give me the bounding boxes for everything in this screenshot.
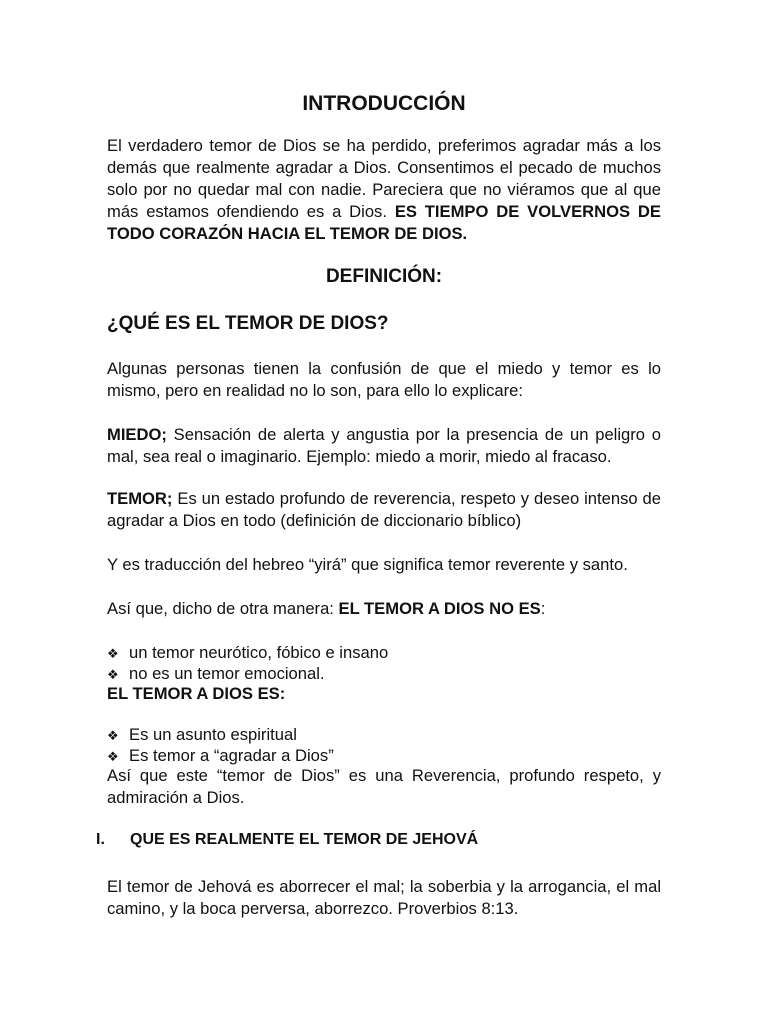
list-item xyxy=(107,725,661,746)
miedo-text: Sensación de alerta y angustia por la presencia de un peligro o mal, sea real o imaginario. Ejemplo: miedo a morir, miedo al fracaso. xyxy=(107,425,661,466)
intro-bold-text: ES TIEMPO DE VOLVERNOS DE TODO CORAZÓN HACIA EL TEMOR DE DIOS. xyxy=(107,202,661,243)
question-heading: ¿QUÉ ES EL TEMOR DE DIOS? xyxy=(107,313,389,334)
intro-text: El verdadero temor de Dios se ha perdido, preferimos agradar más a los demás que realmente agradar a Dios. Consentimos el pecado de muchos solo por no quedar mal con nadie. Pareciera que no viéramos que al que más estamos ofendiendo es a Dios. xyxy=(107,136,661,221)
intro-paragraph xyxy=(107,135,661,245)
list-item-text: Es temor a “agradar a Dios” xyxy=(129,746,334,765)
final-paragraph: Así que este “temor de Dios” es una Reverencia, profundo respeto, y admiración a Dios. xyxy=(107,766,661,807)
list-item-text: Es un asunto espiritual xyxy=(129,725,297,744)
intro-heading: INTRODUCCIÓN xyxy=(302,92,466,115)
diamond-bullet-icon: ❖ xyxy=(107,749,119,764)
asi-que-colon: : xyxy=(540,599,546,618)
miedo-paragraph xyxy=(107,424,661,468)
list-item xyxy=(107,643,661,664)
list-item xyxy=(107,746,661,767)
definition-heading: DEFINICIÓN: xyxy=(325,266,443,287)
es-list xyxy=(107,725,661,767)
diamond-bullet-icon: ❖ xyxy=(107,728,119,743)
asi-que-text: Así que, dicho de otra manera: xyxy=(107,599,339,618)
section-heading xyxy=(96,831,478,849)
confusion-paragraph: Algunas personas tienen la confusión de que el miedo y temor es lo mismo, pero en realidad no lo son, para ello lo explicare: xyxy=(107,359,661,400)
yira-paragraph: Y es traducción del hebreo “yirá” que significa temor reverente y santo. xyxy=(107,555,628,574)
section-number: I. xyxy=(96,831,105,848)
asi-que-paragraph xyxy=(107,598,661,620)
temor-label: TEMOR; xyxy=(107,489,173,508)
temor-text: Es un estado profundo de reverencia, respeto y deseo intenso de agradar a Dios en todo (definición de diccionario bíblico) xyxy=(107,489,661,530)
diamond-bullet-icon: ❖ xyxy=(107,646,119,661)
diamond-bullet-icon: ❖ xyxy=(107,667,119,682)
es-heading: EL TEMOR A DIOS ES: xyxy=(107,684,286,703)
asi-que-bold: EL TEMOR A DIOS NO ES xyxy=(338,599,541,618)
no-es-list xyxy=(107,643,661,685)
jehova-paragraph: El temor de Jehová es aborrecer el mal; la soberbia y la arrogancia, el mal camino, y la boca perversa, aborrezco. Proverbios 8:13. xyxy=(107,877,661,918)
list-item xyxy=(107,664,661,685)
miedo-label: MIEDO; xyxy=(107,425,167,444)
temor-paragraph xyxy=(107,488,661,532)
section-title: QUE ES REALMENTE EL TEMOR DE JEHOVÁ xyxy=(130,831,479,848)
list-item-text: no es un temor emocional. xyxy=(129,664,325,683)
list-item-text: un temor neurótico, fóbico e insano xyxy=(129,643,389,662)
